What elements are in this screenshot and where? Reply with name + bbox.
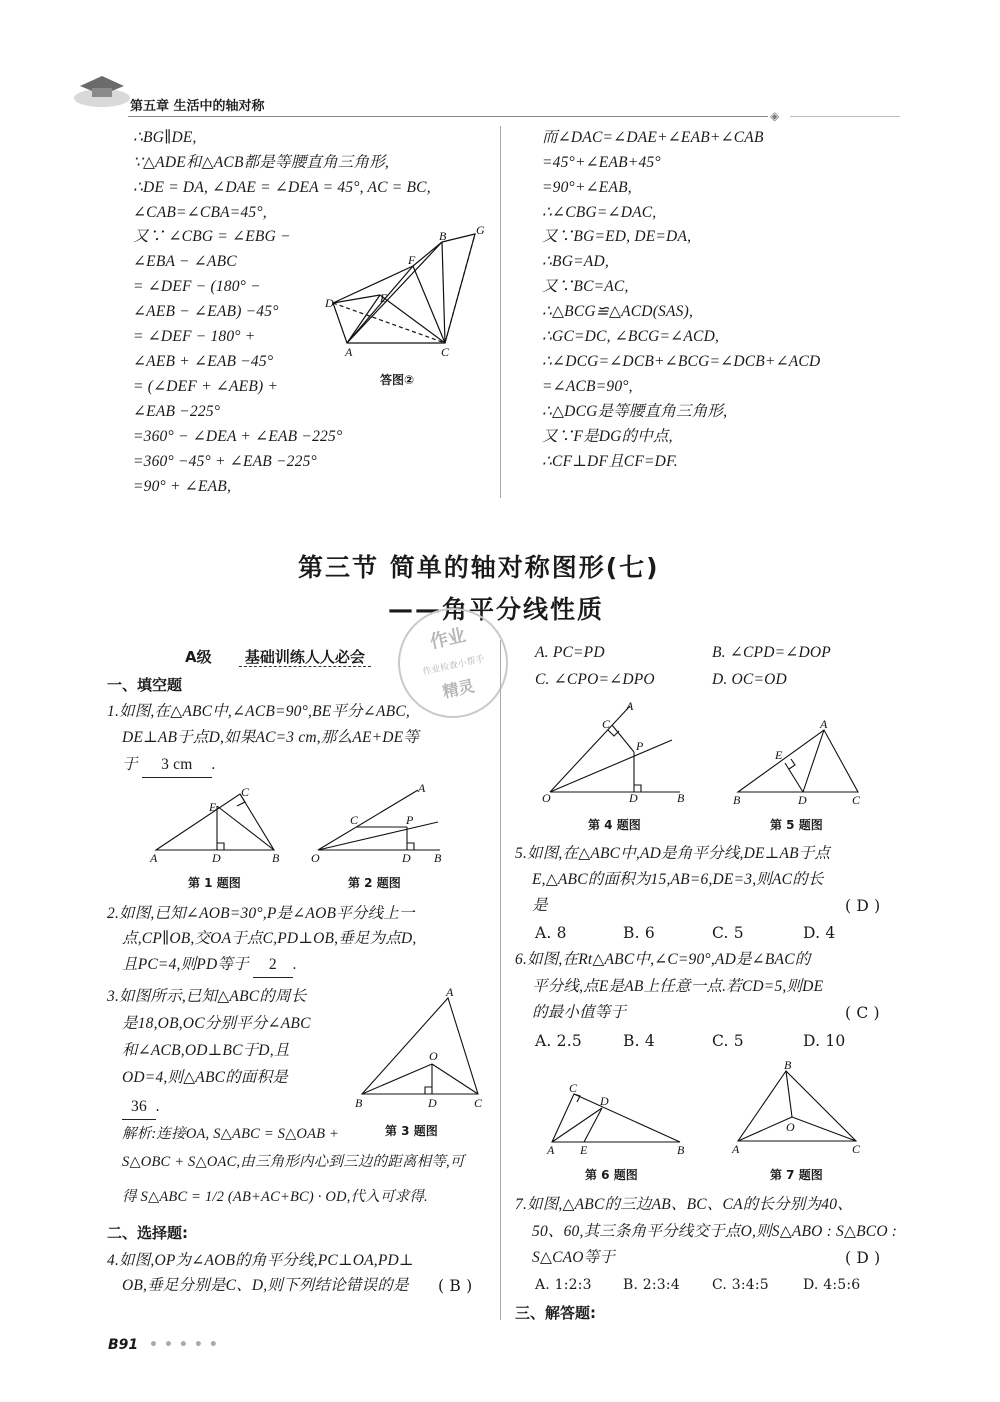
figure-7 xyxy=(728,1055,868,1157)
level-label xyxy=(185,646,371,667)
answer-heading: 三、解答题: xyxy=(515,1304,596,1322)
q6-option[interactable]: A. 2.5 xyxy=(535,1032,582,1050)
section-subtitle: ——角平分线性质 xyxy=(388,595,605,624)
figure-caption: 第 2 题图 xyxy=(348,876,401,890)
solution-line: ∠EAB −225° xyxy=(133,403,221,420)
figure-4 xyxy=(540,700,690,805)
point-label: D xyxy=(428,1096,437,1110)
figure-caption: 第 4 题图 xyxy=(588,818,641,832)
solution-line: =90° + ∠EAB, xyxy=(133,478,232,495)
q6-option[interactable]: B. 4 xyxy=(623,1032,655,1050)
q2-answer-line xyxy=(122,953,297,978)
point-label: E xyxy=(380,291,388,305)
page-number-text: B91 xyxy=(108,1337,139,1353)
point-label: O xyxy=(786,1120,795,1134)
column-divider-bottom xyxy=(500,640,501,1320)
answer-figure-2 xyxy=(325,222,495,367)
point-label: B xyxy=(434,851,442,865)
q6-option[interactable]: D. 10 xyxy=(803,1032,846,1050)
solution-line: 而∠DAC=∠DAE+∠EAB+∠CAB xyxy=(542,129,764,146)
q2-prefix: 且PC=4,则PD等于 xyxy=(122,956,249,973)
q3-answer: 36 xyxy=(122,1095,156,1120)
point-label: C xyxy=(602,717,611,731)
q3-analysis: 解析:连接OA, S△ABC = S△OAB + xyxy=(122,1126,340,1142)
solution-line: 又∵BC=AC, xyxy=(542,278,629,295)
point-label: B xyxy=(733,793,741,806)
q5-option[interactable]: B. 6 xyxy=(623,924,655,942)
q1-answer-line xyxy=(122,753,216,778)
section-title: 第三节 简单的轴对称图形(七) xyxy=(298,553,660,582)
q5-option[interactable]: A. 8 xyxy=(535,924,567,942)
point-label: C xyxy=(350,813,359,827)
stamp-text: 作业 xyxy=(428,625,468,654)
point-label: C xyxy=(852,793,861,806)
solution-line: =90°+∠EAB, xyxy=(542,179,632,196)
q7-text: 7.如图,△ABC的三边AB、BC、CA的长分别为40、 xyxy=(515,1196,853,1213)
q4-text: 4.如图,OP为∠AOB的角平分线,PC⊥OA,PD⊥ xyxy=(107,1252,414,1269)
solution-line: 又∵F是DG的中点, xyxy=(542,428,673,445)
point-label: P xyxy=(636,739,644,753)
q3-analysis: S△OBC + S△OAC,由三角形内心到三边的距离相等,可 xyxy=(122,1154,465,1170)
point-label: B xyxy=(439,229,447,243)
point-label: O xyxy=(311,851,320,865)
point-label: E xyxy=(775,748,783,762)
solution-line: ∴CF⊥DF且CF=DF. xyxy=(542,453,678,470)
solution-line: ∠AEB − ∠EAB) −45° xyxy=(133,303,279,320)
solution-line: ∠AEB + ∠EAB −45° xyxy=(133,353,274,370)
point-label: A xyxy=(732,1142,740,1156)
point-label: D xyxy=(600,1094,609,1108)
fill-in-heading: 一、填空题 xyxy=(107,676,183,694)
choice-heading: 二、选择题: xyxy=(107,1224,188,1242)
q7-text: 50、60,其三条角平分线交于点O,则S△ABO : S△BCO : xyxy=(532,1223,898,1240)
solution-line: ∴∠DCG=∠DCB+∠BCG=∠DCB+∠ACD xyxy=(542,353,821,370)
solution-line: ∴GC=DC, ∠BCG=∠ACD, xyxy=(542,328,720,345)
q1-suffix: . xyxy=(211,756,216,773)
q1-answer: 3 cm xyxy=(142,753,212,778)
figure-2 xyxy=(310,780,450,865)
q5-option[interactable]: D. 4 xyxy=(803,924,836,942)
point-label: D xyxy=(325,296,334,310)
point-label: O xyxy=(542,791,551,805)
point-label: B xyxy=(272,851,280,864)
q7-text: S△CAO等于 xyxy=(532,1249,616,1266)
point-label: A xyxy=(345,345,353,359)
q2-text: 点,CP∥OB,交OA于点C,PD⊥OB,垂足为点D, xyxy=(122,930,417,947)
q5-text: E,△ABC的面积为15,AB=6,DE=3,则AC的长 xyxy=(532,871,824,888)
q4-option[interactable]: C. ∠CPO=∠DPO xyxy=(535,671,655,688)
point-label: G xyxy=(476,223,485,237)
point-label: A xyxy=(418,781,426,795)
point-label: A xyxy=(820,717,828,731)
q3-analysis: 得 S△ABC = 1/2 (AB+AC+BC) · OD,代入可求得. xyxy=(122,1189,428,1205)
point-label: P xyxy=(406,813,414,827)
solution-line: 又∵ ∠CBG = ∠EBG − xyxy=(133,228,291,245)
mortarboard-icon xyxy=(72,68,132,110)
point-label: F xyxy=(408,253,416,267)
header-rule-right xyxy=(790,116,900,117)
figure-caption: 答图② xyxy=(380,373,415,387)
q2-text: 2.如图,已知∠AOB=30°,P是∠AOB平分线上一 xyxy=(107,905,415,922)
point-label: B xyxy=(677,791,685,805)
point-label: A xyxy=(547,1143,555,1157)
header-ornament-icon: ◈ xyxy=(770,109,780,123)
figure-caption: 第 6 题图 xyxy=(585,1168,638,1182)
chapter-header: 第五章 生活中的轴对称 xyxy=(130,99,265,114)
solution-line: =360° − ∠DEA + ∠EAB −225° xyxy=(133,428,343,445)
point-label: A xyxy=(446,986,454,999)
q3-answer-line xyxy=(122,1095,160,1120)
header-logo xyxy=(72,68,132,110)
solution-line: ∠CAB=∠CBA=45°, xyxy=(133,204,267,221)
point-label: C xyxy=(441,345,450,359)
figure-caption: 第 7 题图 xyxy=(770,1168,823,1182)
solution-line: ∴△DCG是等腰直角三角形, xyxy=(542,403,728,420)
page-dots-icon: ••••• xyxy=(149,1337,224,1353)
point-label: B xyxy=(677,1143,685,1157)
figure-3 xyxy=(350,986,490,1111)
q7-answer: ( D ) xyxy=(845,1249,881,1267)
q1-prefix: 于 xyxy=(122,756,138,773)
figure-5 xyxy=(730,716,870,806)
point-label: A xyxy=(626,700,634,713)
q1-text: DE⊥AB于点D,如果AC=3 cm,那么AE+DE等 xyxy=(122,729,420,746)
solution-line: ∠EBA − ∠ABC xyxy=(133,253,237,270)
q5-text: 是 xyxy=(532,897,548,914)
header-rule xyxy=(128,116,768,117)
solution-line: ∴△BCG≌△ACD(SAS), xyxy=(542,303,694,320)
q6-option[interactable]: C. 5 xyxy=(712,1032,744,1050)
point-label: A xyxy=(150,851,158,864)
point-label: D xyxy=(798,793,807,806)
level-name: A级 xyxy=(185,648,212,666)
q3-text: 3.如图所示,已知△ABC的周长 xyxy=(107,988,307,1005)
q3-text: OD=4,则△ABC的面积是 xyxy=(122,1069,288,1086)
point-label: C xyxy=(569,1081,578,1095)
solution-line: ∴∠CBG=∠DAC, xyxy=(542,204,657,221)
point-label: E xyxy=(209,800,217,814)
q4-answer: ( B ) xyxy=(438,1277,473,1295)
solution-line: =∠ACB=90°, xyxy=(542,378,633,395)
q4-option[interactable]: A. PC=PD xyxy=(535,644,605,661)
q6-answer: ( C ) xyxy=(845,1004,880,1022)
point-label: C xyxy=(852,1142,861,1156)
solution-line: =45°+∠EAB+45° xyxy=(542,154,661,171)
figure-6 xyxy=(540,1078,690,1158)
q4-option[interactable]: B. ∠CPD=∠DOP xyxy=(712,644,831,661)
stamp-text: 精灵 xyxy=(440,676,477,702)
solution-line: =360° −45° + ∠EAB −225° xyxy=(133,453,317,470)
q7-option[interactable]: C. 3:4:5 xyxy=(712,1277,769,1293)
q7-option[interactable]: A. 1:2:3 xyxy=(535,1277,592,1293)
q7-option[interactable]: D. 4:5:6 xyxy=(803,1277,861,1293)
solution-line: 又∵BG=ED, DE=DA, xyxy=(542,228,692,245)
solution-line: ∵△ADE和△ACB都是等腰直角三角形, xyxy=(133,154,389,171)
q4-text: OB,垂足分别是C、D,则下列结论错误的是 xyxy=(122,1277,409,1294)
q5-text: 5.如图,在△ABC中,AD是角平分线,DE⊥AB于点 xyxy=(515,845,831,862)
point-label: O xyxy=(429,1049,438,1063)
q5-option[interactable]: C. 5 xyxy=(712,924,744,942)
q2-answer: 2 xyxy=(253,953,293,978)
column-divider-top xyxy=(500,126,501,498)
q3-suffix: . xyxy=(156,1098,161,1115)
solution-line: ∴BG=AD, xyxy=(542,253,609,270)
point-label: E xyxy=(580,1143,588,1157)
point-label: B xyxy=(784,1058,792,1072)
figure-caption: 第 5 题图 xyxy=(770,818,823,832)
q6-text: 的最小值等于 xyxy=(532,1004,627,1021)
solution-line: ∴DE = DA, ∠DAE = ∠DEA = 45°, AC = BC, xyxy=(133,179,431,196)
q6-text: 6.如图,在Rt△ABC中,∠C=90°,AD是∠BAC的 xyxy=(515,951,811,968)
point-label: D xyxy=(212,851,221,864)
solution-line: = (∠DEF + ∠AEB) + xyxy=(133,378,279,395)
point-label: B xyxy=(355,1096,363,1110)
level-desc: 基础训练人人必会 xyxy=(239,648,371,667)
q4-option[interactable]: D. OC=OD xyxy=(712,671,787,688)
q3-text: 和∠ACB,OD⊥BC于D,且 xyxy=(122,1042,290,1059)
point-label: C xyxy=(241,785,250,799)
figure-caption: 第 3 题图 xyxy=(385,1124,438,1138)
point-label: D xyxy=(402,851,411,865)
q6-text: 平分线,点E是AB上任意一点.若CD=5,则DE xyxy=(532,978,824,995)
solution-line: ∴BG∥DE, xyxy=(133,129,197,146)
point-label: C xyxy=(474,1096,483,1110)
q5-answer: ( D ) xyxy=(845,897,881,915)
solution-line: = ∠DEF − (180° − xyxy=(133,278,261,295)
point-label: D xyxy=(629,791,638,805)
q3-text: 是18,OB,OC分别平分∠ABC xyxy=(122,1015,311,1032)
page-number xyxy=(108,1337,224,1353)
q7-option[interactable]: B. 2:3:4 xyxy=(623,1277,680,1293)
q2-suffix: . xyxy=(292,956,297,973)
q1-text: 1.如图,在△ABC中,∠ACB=90°,BE平分∠ABC, xyxy=(107,703,410,720)
figure-1 xyxy=(148,784,288,864)
figure-caption: 第 1 题图 xyxy=(188,876,241,890)
solution-line: = ∠DEF − 180° + xyxy=(133,328,256,345)
stamp-text: 作业检查小帮手 xyxy=(421,654,486,678)
